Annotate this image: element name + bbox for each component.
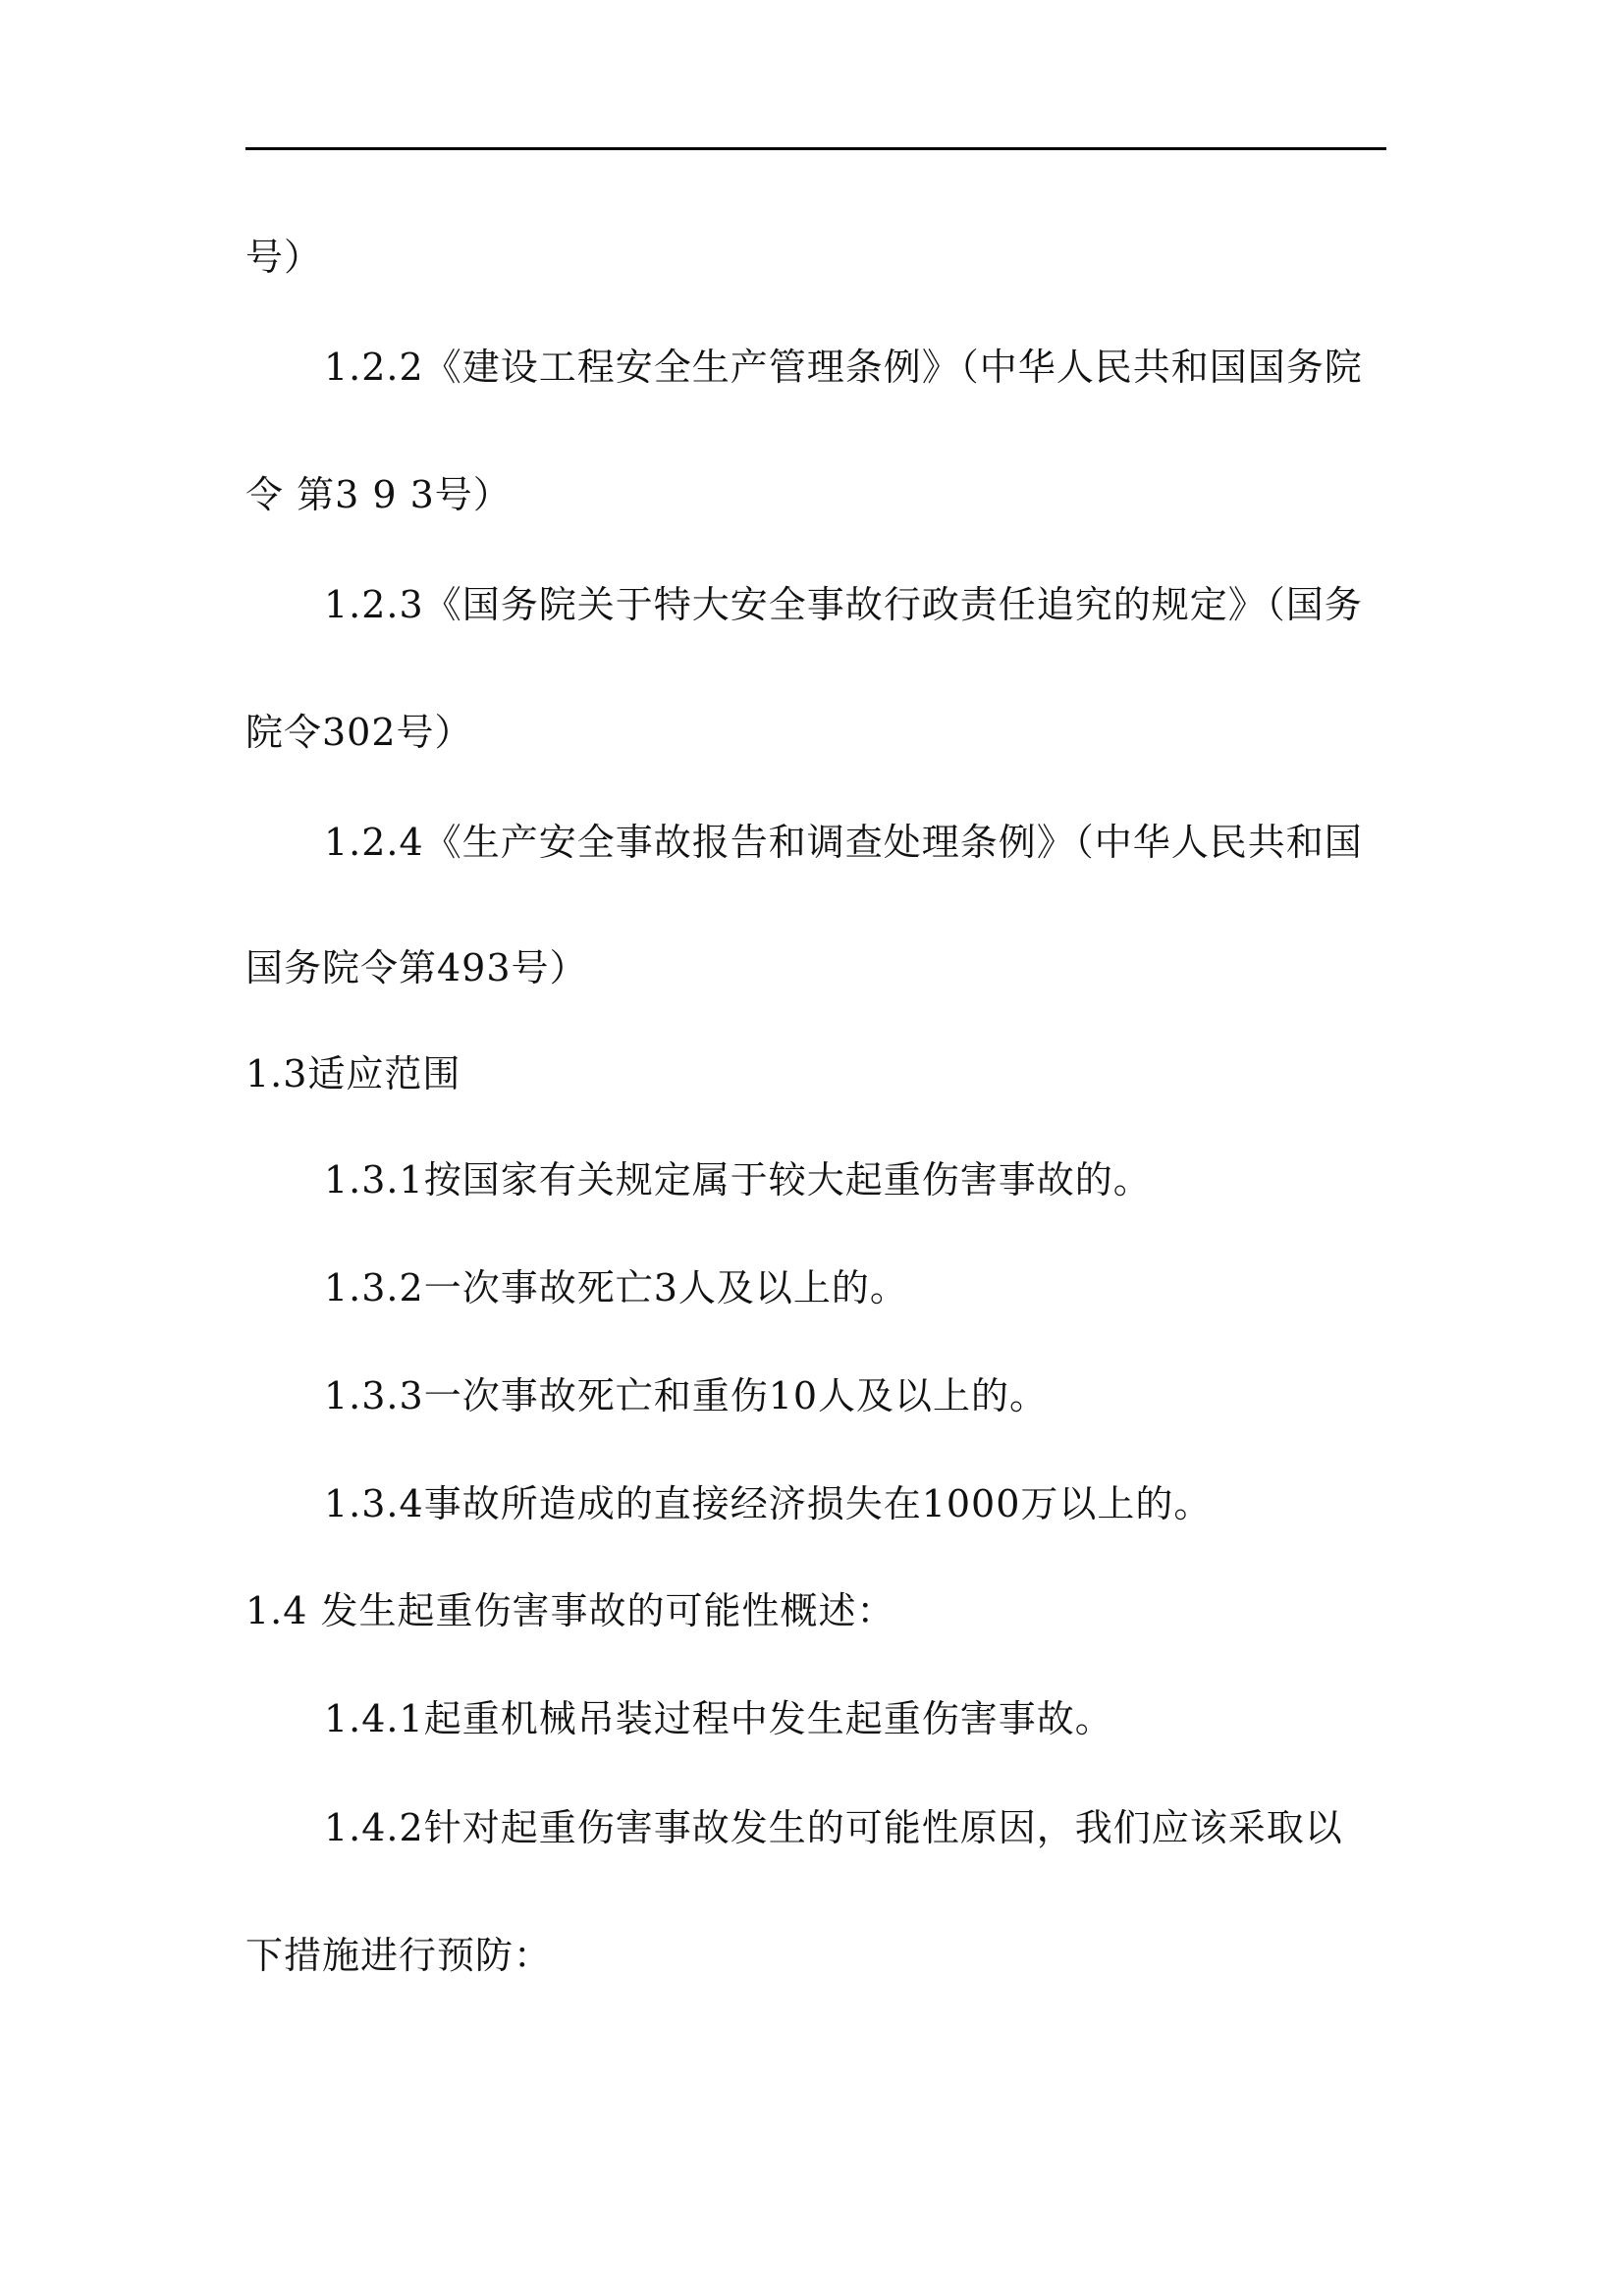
clause-1-3-2: 1.3.2一次事故死亡3人及以上的。 [324,1266,908,1309]
clause-1-2-4: 1.2.4《生产安全事故报告和调查处理条例》（中华人民共和国 [324,821,1363,864]
paragraph-line: 令 第3 9 3号） [245,473,512,516]
clause-1-3-4: 1.3.4事故所造成的直接经济损失在1000万以上的。 [324,1482,1213,1525]
section-heading-1-4: 1.4 发生起重伤害事故的可能性概述： [245,1589,895,1632]
header-rule [245,147,1386,150]
clause-1-3-1: 1.3.1按国家有关规定属于较大起重伤害事故的。 [324,1158,1152,1201]
clause-1-2-2: 1.2.2《建设工程安全生产管理条例》（中华人民共和国国务院 [324,346,1363,389]
clause-1-4-1: 1.4.1起重机械吊装过程中发生起重伤害事故。 [324,1697,1113,1740]
clause-1-4-2: 1.4.2针对起重伤害事故发生的可能性原因，我们应该采取以 [324,1806,1343,1849]
paragraph-line: 院令302号） [245,711,473,754]
clause-1-3-3: 1.3.3一次事故死亡和重伤10人及以上的。 [324,1374,1049,1417]
paragraph-line: 号） [245,236,323,279]
paragraph-line: 国务院令第493号） [245,946,588,989]
clause-1-2-3: 1.2.3《国务院关于特大安全事故行政责任追究的规定》（国务 [324,583,1363,626]
paragraph-line: 下措施进行预防： [245,1934,553,1977]
section-heading-1-3: 1.3适应范围 [245,1052,461,1095]
